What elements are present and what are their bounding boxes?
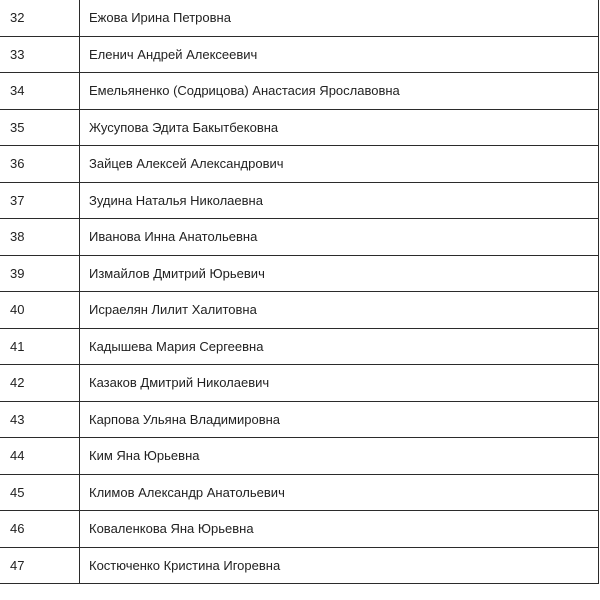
person-name: Костюченко Кристина Игоревна [80, 547, 599, 584]
table-row [0, 401, 599, 438]
person-name: Кадышева Мария Сергеевна [80, 328, 599, 365]
row-number: 33 [0, 36, 80, 73]
row-number: 46 [0, 511, 80, 548]
table-row [0, 219, 599, 256]
person-name: Ким Яна Юрьевна [80, 438, 599, 475]
person-name: Иванова Инна Анатольевна [80, 219, 599, 256]
table-row [0, 0, 599, 36]
table-row [0, 547, 599, 584]
row-number: 35 [0, 109, 80, 146]
table-row [0, 109, 599, 146]
person-name: Карпова Ульяна Владимировна [80, 401, 599, 438]
row-number: 38 [0, 219, 80, 256]
table-row [0, 365, 599, 402]
row-number: 36 [0, 146, 80, 183]
row-number: 45 [0, 474, 80, 511]
person-name: Климов Александр Анатольевич [80, 474, 599, 511]
table-row [0, 474, 599, 511]
person-name: Коваленкова Яна Юрьевна [80, 511, 599, 548]
row-number: 34 [0, 73, 80, 110]
row-number: 32 [0, 0, 80, 36]
person-name: Исраелян Лилит Халитовна [80, 292, 599, 329]
person-name: Еленич Андрей Алексеевич [80, 36, 599, 73]
table-row [0, 182, 599, 219]
row-number: 39 [0, 255, 80, 292]
row-number: 42 [0, 365, 80, 402]
person-name: Ежова Ирина Петровна [80, 0, 599, 36]
table-row [0, 328, 599, 365]
table-row [0, 146, 599, 183]
person-name: Измайлов Дмитрий Юрьевич [80, 255, 599, 292]
row-number: 37 [0, 182, 80, 219]
table-row [0, 292, 599, 329]
row-number: 41 [0, 328, 80, 365]
table-row [0, 511, 599, 548]
table-row [0, 255, 599, 292]
row-number: 44 [0, 438, 80, 475]
person-name: Жусупова Эдита Бакытбековна [80, 109, 599, 146]
row-number: 43 [0, 401, 80, 438]
person-name: Зайцев Алексей Александрович [80, 146, 599, 183]
table-row [0, 438, 599, 475]
table-row [0, 73, 599, 110]
person-name: Казаков Дмитрий Николаевич [80, 365, 599, 402]
person-name: Зудина Наталья Николаевна [80, 182, 599, 219]
person-name: Емельяненко (Содрицова) Анастасия Ярославовна [80, 73, 599, 110]
row-number: 47 [0, 547, 80, 584]
row-number: 40 [0, 292, 80, 329]
table-row [0, 36, 599, 73]
